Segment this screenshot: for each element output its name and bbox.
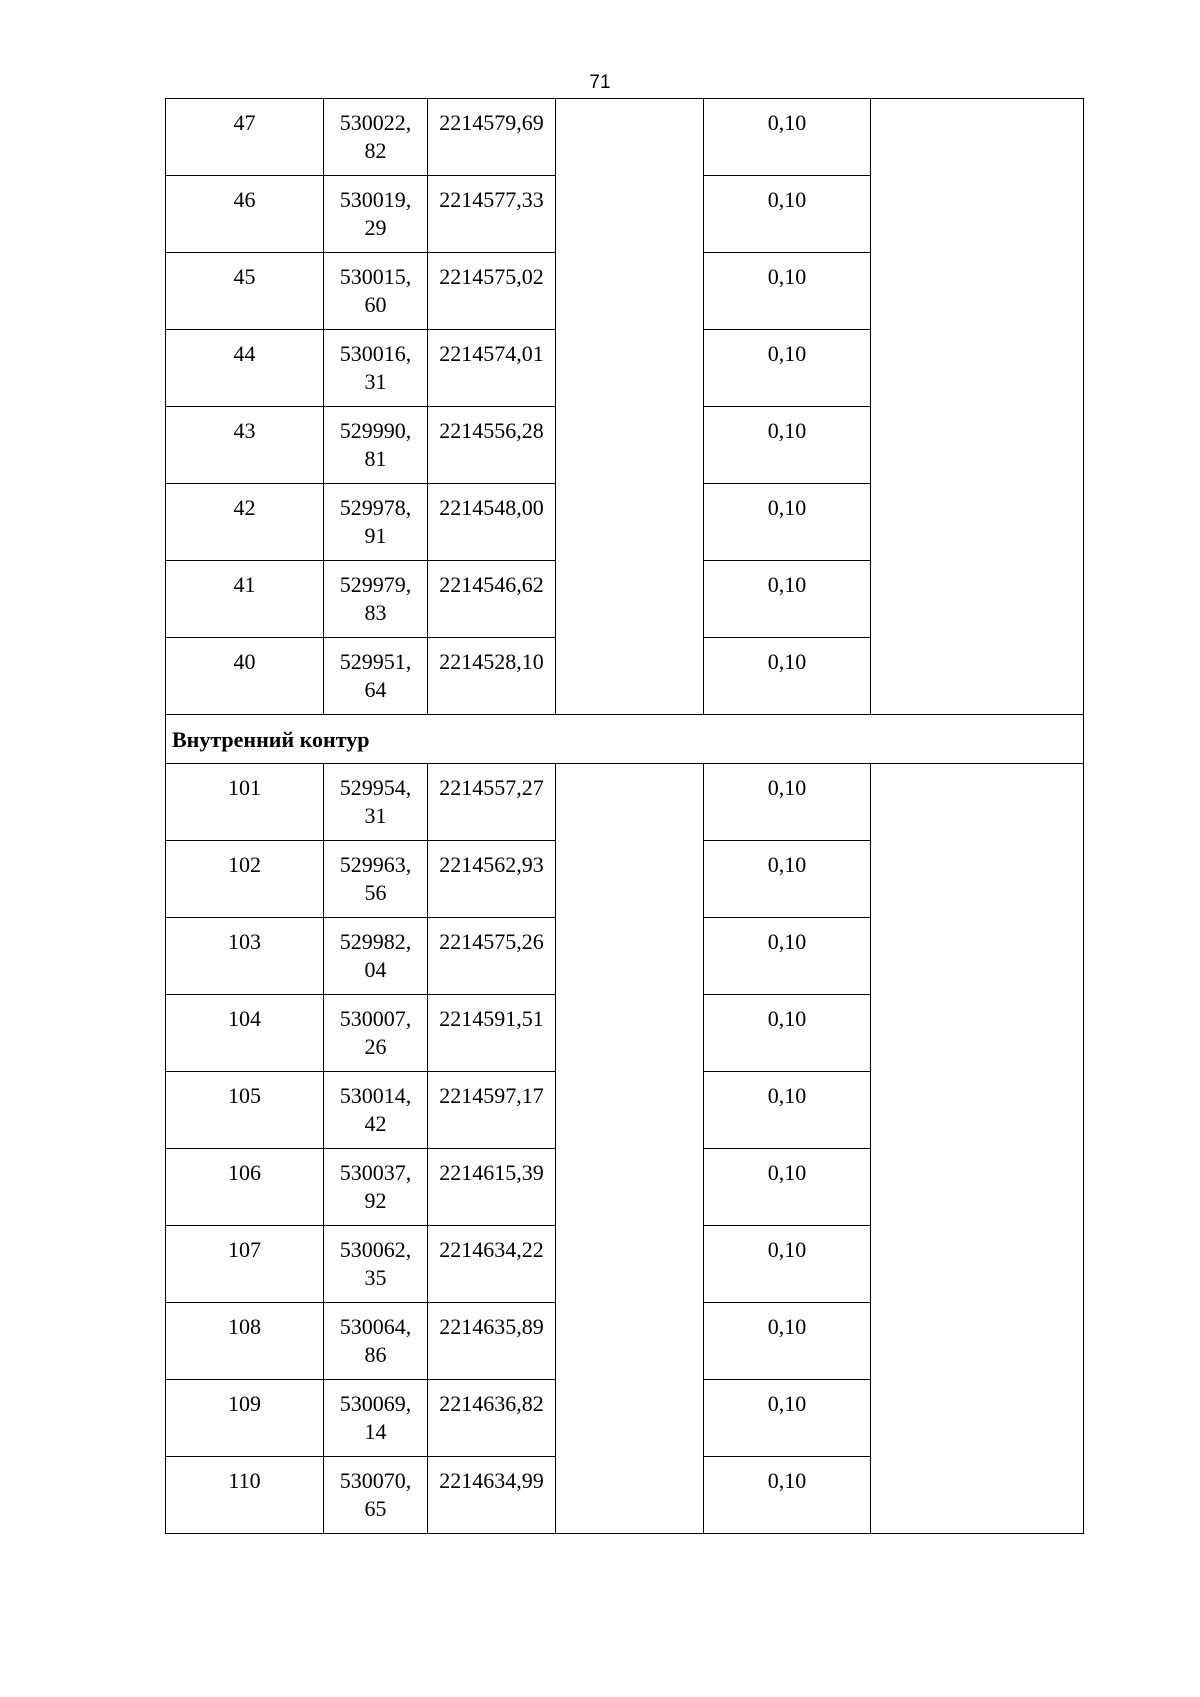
- point-number-cell: 47: [166, 99, 324, 176]
- y-coordinate-cell: 2214615,39: [428, 1149, 556, 1226]
- accuracy-cell: 0,10: [704, 253, 871, 330]
- x-coordinate-part: 04: [364, 957, 387, 982]
- x-coordinate-part: 530015,: [339, 264, 412, 289]
- inner-contour-rows: [166, 764, 1084, 1534]
- x-coordinate-part: 530016,: [339, 341, 412, 366]
- x-coordinate-part: 92: [364, 1188, 387, 1213]
- y-coordinate-cell: 2214548,00: [428, 484, 556, 561]
- y-coordinate-cell: 2214634,22: [428, 1226, 556, 1303]
- y-coordinate-cell: 2214528,10: [428, 638, 556, 715]
- x-coordinate-part: 529954,: [339, 775, 412, 800]
- accuracy-cell: 0,10: [704, 407, 871, 484]
- page-number: 71: [589, 72, 611, 93]
- x-coordinate-part: 56: [364, 880, 387, 905]
- x-coordinate-part: 31: [364, 369, 387, 394]
- section-title: Внутренний контур: [166, 715, 1084, 764]
- point-number-cell: 102: [166, 841, 324, 918]
- accuracy-cell: 0,10: [704, 1303, 871, 1380]
- accuracy-cell: 0,10: [704, 841, 871, 918]
- x-coordinate-cell: [324, 407, 428, 484]
- x-coordinate-cell: [324, 1149, 428, 1226]
- x-coordinate-cell: [324, 1380, 428, 1457]
- coordinates-table: [165, 98, 1084, 1534]
- table-row: [166, 764, 1084, 841]
- x-coordinate-part: 82: [364, 138, 387, 163]
- x-coordinate-part: 64: [364, 677, 387, 702]
- x-coordinate-cell: [324, 99, 428, 176]
- accuracy-cell: 0,10: [704, 176, 871, 253]
- table-row: [166, 99, 1084, 176]
- x-coordinate-part: 14: [364, 1419, 387, 1444]
- x-coordinate-cell: [324, 484, 428, 561]
- x-coordinate-part: 529951,: [339, 649, 412, 674]
- x-coordinate-part: 529963,: [339, 852, 412, 877]
- point-number-cell: 108: [166, 1303, 324, 1380]
- x-coordinate-part: 530062,: [339, 1237, 412, 1262]
- x-coordinate-part: 91: [364, 523, 387, 548]
- section-row: [166, 715, 1084, 764]
- x-coordinate-part: 530019,: [339, 187, 412, 212]
- x-coordinate-part: 530037,: [339, 1160, 412, 1185]
- x-coordinate-part: 530007,: [339, 1006, 412, 1031]
- description-cell: [871, 99, 1084, 715]
- accuracy-cell: 0,10: [704, 561, 871, 638]
- y-coordinate-cell: 2214556,28: [428, 407, 556, 484]
- method-cell: [556, 99, 704, 715]
- point-number-cell: 107: [166, 1226, 324, 1303]
- accuracy-cell: 0,10: [704, 995, 871, 1072]
- x-coordinate-cell: [324, 1303, 428, 1380]
- x-coordinate-part: 81: [364, 446, 387, 471]
- accuracy-cell: 0,10: [704, 1072, 871, 1149]
- point-number-cell: 41: [166, 561, 324, 638]
- y-coordinate-cell: 2214577,33: [428, 176, 556, 253]
- x-coordinate-part: 65: [364, 1496, 387, 1521]
- x-coordinate-part: 530022,: [339, 110, 412, 135]
- y-coordinate-cell: 2214579,69: [428, 99, 556, 176]
- x-coordinate-cell: [324, 330, 428, 407]
- x-coordinate-part: 60: [364, 292, 387, 317]
- y-coordinate-cell: 2214575,02: [428, 253, 556, 330]
- x-coordinate-part: 530070,: [339, 1468, 412, 1493]
- point-number-cell: 44: [166, 330, 324, 407]
- accuracy-cell: 0,10: [704, 484, 871, 561]
- x-coordinate-part: 35: [364, 1265, 387, 1290]
- y-coordinate-cell: 2214591,51: [428, 995, 556, 1072]
- x-coordinate-part: 529978,: [339, 495, 412, 520]
- x-coordinate-part: 42: [364, 1111, 387, 1136]
- y-coordinate-cell: 2214575,26: [428, 918, 556, 995]
- x-coordinate-part: 530069,: [339, 1391, 412, 1416]
- x-coordinate-part: 529990,: [339, 418, 412, 443]
- y-coordinate-cell: 2214636,82: [428, 1380, 556, 1457]
- point-number-cell: 109: [166, 1380, 324, 1457]
- point-number-cell: 106: [166, 1149, 324, 1226]
- x-coordinate-part: 86: [364, 1342, 387, 1367]
- point-number-cell: 104: [166, 995, 324, 1072]
- accuracy-cell: 0,10: [704, 764, 871, 841]
- x-coordinate-cell: [324, 764, 428, 841]
- accuracy-cell: 0,10: [704, 638, 871, 715]
- accuracy-cell: 0,10: [704, 1226, 871, 1303]
- point-number-cell: 46: [166, 176, 324, 253]
- x-coordinate-cell: [324, 1457, 428, 1534]
- x-coordinate-cell: [324, 995, 428, 1072]
- point-number-cell: 103: [166, 918, 324, 995]
- description-cell: [871, 764, 1084, 1534]
- point-number-cell: 105: [166, 1072, 324, 1149]
- y-coordinate-cell: 2214546,62: [428, 561, 556, 638]
- accuracy-cell: 0,10: [704, 1457, 871, 1534]
- outer-contour-rows: [166, 99, 1084, 715]
- x-coordinate-cell: [324, 561, 428, 638]
- x-coordinate-part: 530064,: [339, 1314, 412, 1339]
- y-coordinate-cell: 2214557,27: [428, 764, 556, 841]
- point-number-cell: 101: [166, 764, 324, 841]
- accuracy-cell: 0,10: [704, 99, 871, 176]
- x-coordinate-part: 83: [364, 600, 387, 625]
- x-coordinate-part: 31: [364, 803, 387, 828]
- accuracy-cell: 0,10: [704, 1380, 871, 1457]
- x-coordinate-part: 29: [364, 215, 387, 240]
- x-coordinate-cell: [324, 918, 428, 995]
- accuracy-cell: 0,10: [704, 330, 871, 407]
- accuracy-cell: 0,10: [704, 1149, 871, 1226]
- method-cell: [556, 764, 704, 1534]
- point-number-cell: 43: [166, 407, 324, 484]
- x-coordinate-cell: [324, 176, 428, 253]
- y-coordinate-cell: 2214597,17: [428, 1072, 556, 1149]
- point-number-cell: 40: [166, 638, 324, 715]
- y-coordinate-cell: 2214574,01: [428, 330, 556, 407]
- x-coordinate-part: 529979,: [339, 572, 412, 597]
- point-number-cell: 42: [166, 484, 324, 561]
- x-coordinate-cell: [324, 253, 428, 330]
- x-coordinate-cell: [324, 1226, 428, 1303]
- section-header: [166, 715, 1084, 764]
- x-coordinate-cell: [324, 638, 428, 715]
- point-number-cell: 45: [166, 253, 324, 330]
- y-coordinate-cell: 2214635,89: [428, 1303, 556, 1380]
- accuracy-cell: 0,10: [704, 918, 871, 995]
- x-coordinate-part: 530014,: [339, 1083, 412, 1108]
- point-number-cell: 110: [166, 1457, 324, 1534]
- x-coordinate-cell: [324, 1072, 428, 1149]
- x-coordinate-part: 529982,: [339, 929, 412, 954]
- x-coordinate-cell: [324, 841, 428, 918]
- y-coordinate-cell: 2214562,93: [428, 841, 556, 918]
- y-coordinate-cell: 2214634,99: [428, 1457, 556, 1534]
- x-coordinate-part: 26: [364, 1034, 387, 1059]
